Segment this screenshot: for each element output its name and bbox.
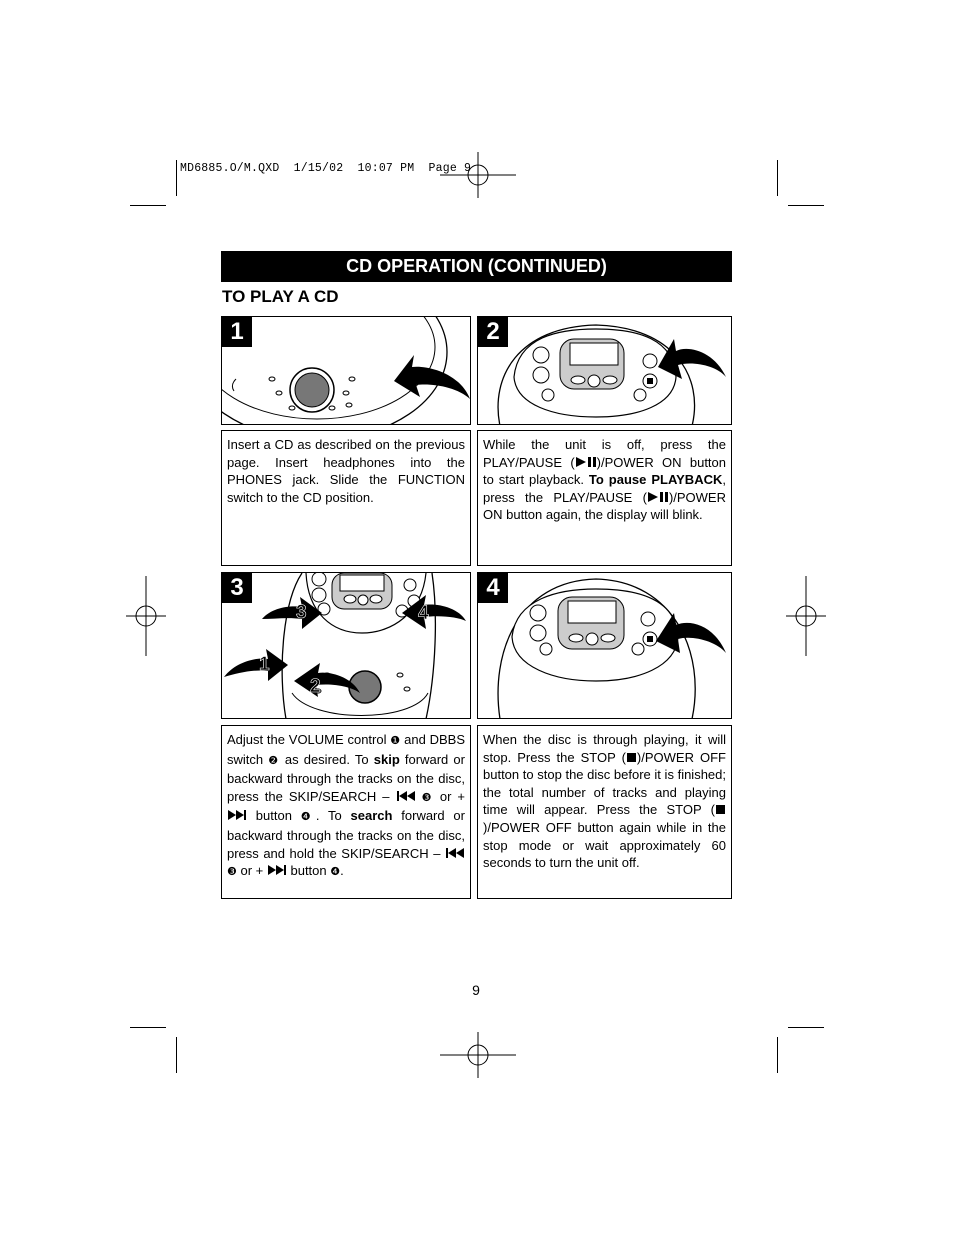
step-1-instructions	[221, 430, 471, 566]
cd-player-illustration	[222, 317, 471, 425]
callout-ref: ❶	[390, 735, 401, 747]
step-number: 4	[478, 573, 508, 603]
crop-mark	[130, 1027, 166, 1028]
text-run: )/POWER OFF button to stop the disc before it is finished; the total number of tracks and playing time will appear. Press the STOP (	[483, 749, 726, 818]
instruction-text: Insert a CD as described on the previous page. Insert headphones into the PHONES jack. Slide the FUNCTION switch to the CD position.	[227, 437, 465, 505]
step-4-illustration	[477, 572, 732, 719]
step-2-illustration	[477, 316, 732, 425]
text-run: and DBBS switch	[227, 732, 465, 767]
text-run: To pause PLAYBACK	[588, 472, 723, 488]
callout-3: 3	[296, 602, 307, 623]
arrow-icon	[224, 649, 288, 681]
callout-1: 1	[259, 654, 270, 675]
text-run: Adjust the VOLUME control	[227, 732, 391, 747]
step-number: 3	[222, 573, 252, 603]
skip-forward-icon	[267, 864, 287, 876]
instruction-text	[227, 731, 465, 882]
stop-icon	[626, 752, 637, 763]
crop-mark	[176, 160, 177, 196]
instruction-text	[483, 436, 726, 524]
text-run: or +	[236, 863, 267, 879]
step-3-instructions	[221, 725, 471, 899]
text-run: )/POWER ON button again, the display will blink.	[483, 489, 726, 523]
skip-forward-icon	[227, 809, 247, 821]
text-run: When the disc is through playing, it will stop. Press the STOP (	[483, 732, 726, 765]
text-run: )/POWER ON button to start playback.	[483, 454, 727, 488]
play-pause-icon	[575, 456, 597, 468]
callout-2: 2	[310, 676, 321, 697]
text-run: . To	[315, 808, 351, 824]
skip-back-icon	[396, 790, 416, 802]
text-run: )/POWER OFF button again while in the stop mode or wait approximately 60 seconds to turn the unit off.	[483, 819, 726, 871]
instruction-text	[483, 731, 726, 872]
text-run: button	[286, 863, 331, 879]
callout-4: 4	[418, 603, 429, 624]
step-2-instructions	[477, 430, 732, 566]
callout-ref: ❸	[227, 866, 237, 879]
section-banner: CD OPERATION (CONTINUED)	[221, 251, 732, 282]
crop-mark	[788, 1027, 824, 1028]
stop-icon	[715, 804, 726, 815]
text-run: , press the PLAY/PAUSE (	[483, 472, 726, 505]
text-run: button	[247, 808, 301, 824]
cd-player-illustration	[478, 317, 732, 425]
step-3-illustration	[221, 572, 471, 719]
step-number: 2	[478, 317, 508, 347]
step-number: 1	[222, 317, 252, 347]
registration-mark-icon	[126, 576, 166, 656]
registration-mark-icon	[440, 1032, 516, 1078]
play-pause-icon	[647, 491, 669, 503]
registration-mark-icon	[786, 576, 826, 656]
cd-player-illustration	[478, 573, 732, 719]
text-run: While the unit is off, press the PLAY/PAUSE (	[483, 437, 726, 470]
registration-mark-icon	[440, 152, 516, 198]
text-run: as desired. To	[279, 751, 374, 767]
callout-ref: ❷	[268, 754, 280, 767]
callout-ref: ❹	[330, 866, 341, 879]
text-run: forward or backward through the tracks on the disc, press and hold the SKIP/SEARCH –	[227, 808, 465, 861]
text-run: forward or backward through the tracks on the disc, press the SKIP/SEARCH –	[227, 751, 465, 804]
text-run: skip	[373, 751, 400, 767]
crop-mark	[777, 1037, 778, 1073]
section-subheading: TO PLAY A CD	[222, 287, 339, 306]
crop-mark	[130, 205, 166, 206]
text-run: search	[350, 808, 393, 824]
step-1-illustration	[221, 316, 471, 425]
skip-back-icon	[445, 847, 465, 859]
cd-player-illustration	[222, 573, 471, 719]
text-run: or +	[433, 788, 465, 804]
callout-ref: ❸	[421, 791, 434, 804]
crop-mark	[788, 205, 824, 206]
file-slug: MD6885.O/M.QXD 1/15/02 10:07 PM Page 9	[180, 162, 472, 175]
step-4-instructions	[477, 725, 732, 899]
crop-mark	[176, 1037, 177, 1073]
crop-mark	[777, 160, 778, 196]
text-run: .	[340, 863, 344, 879]
page-number: 9	[472, 982, 480, 998]
callout-ref: ❹	[300, 811, 316, 824]
